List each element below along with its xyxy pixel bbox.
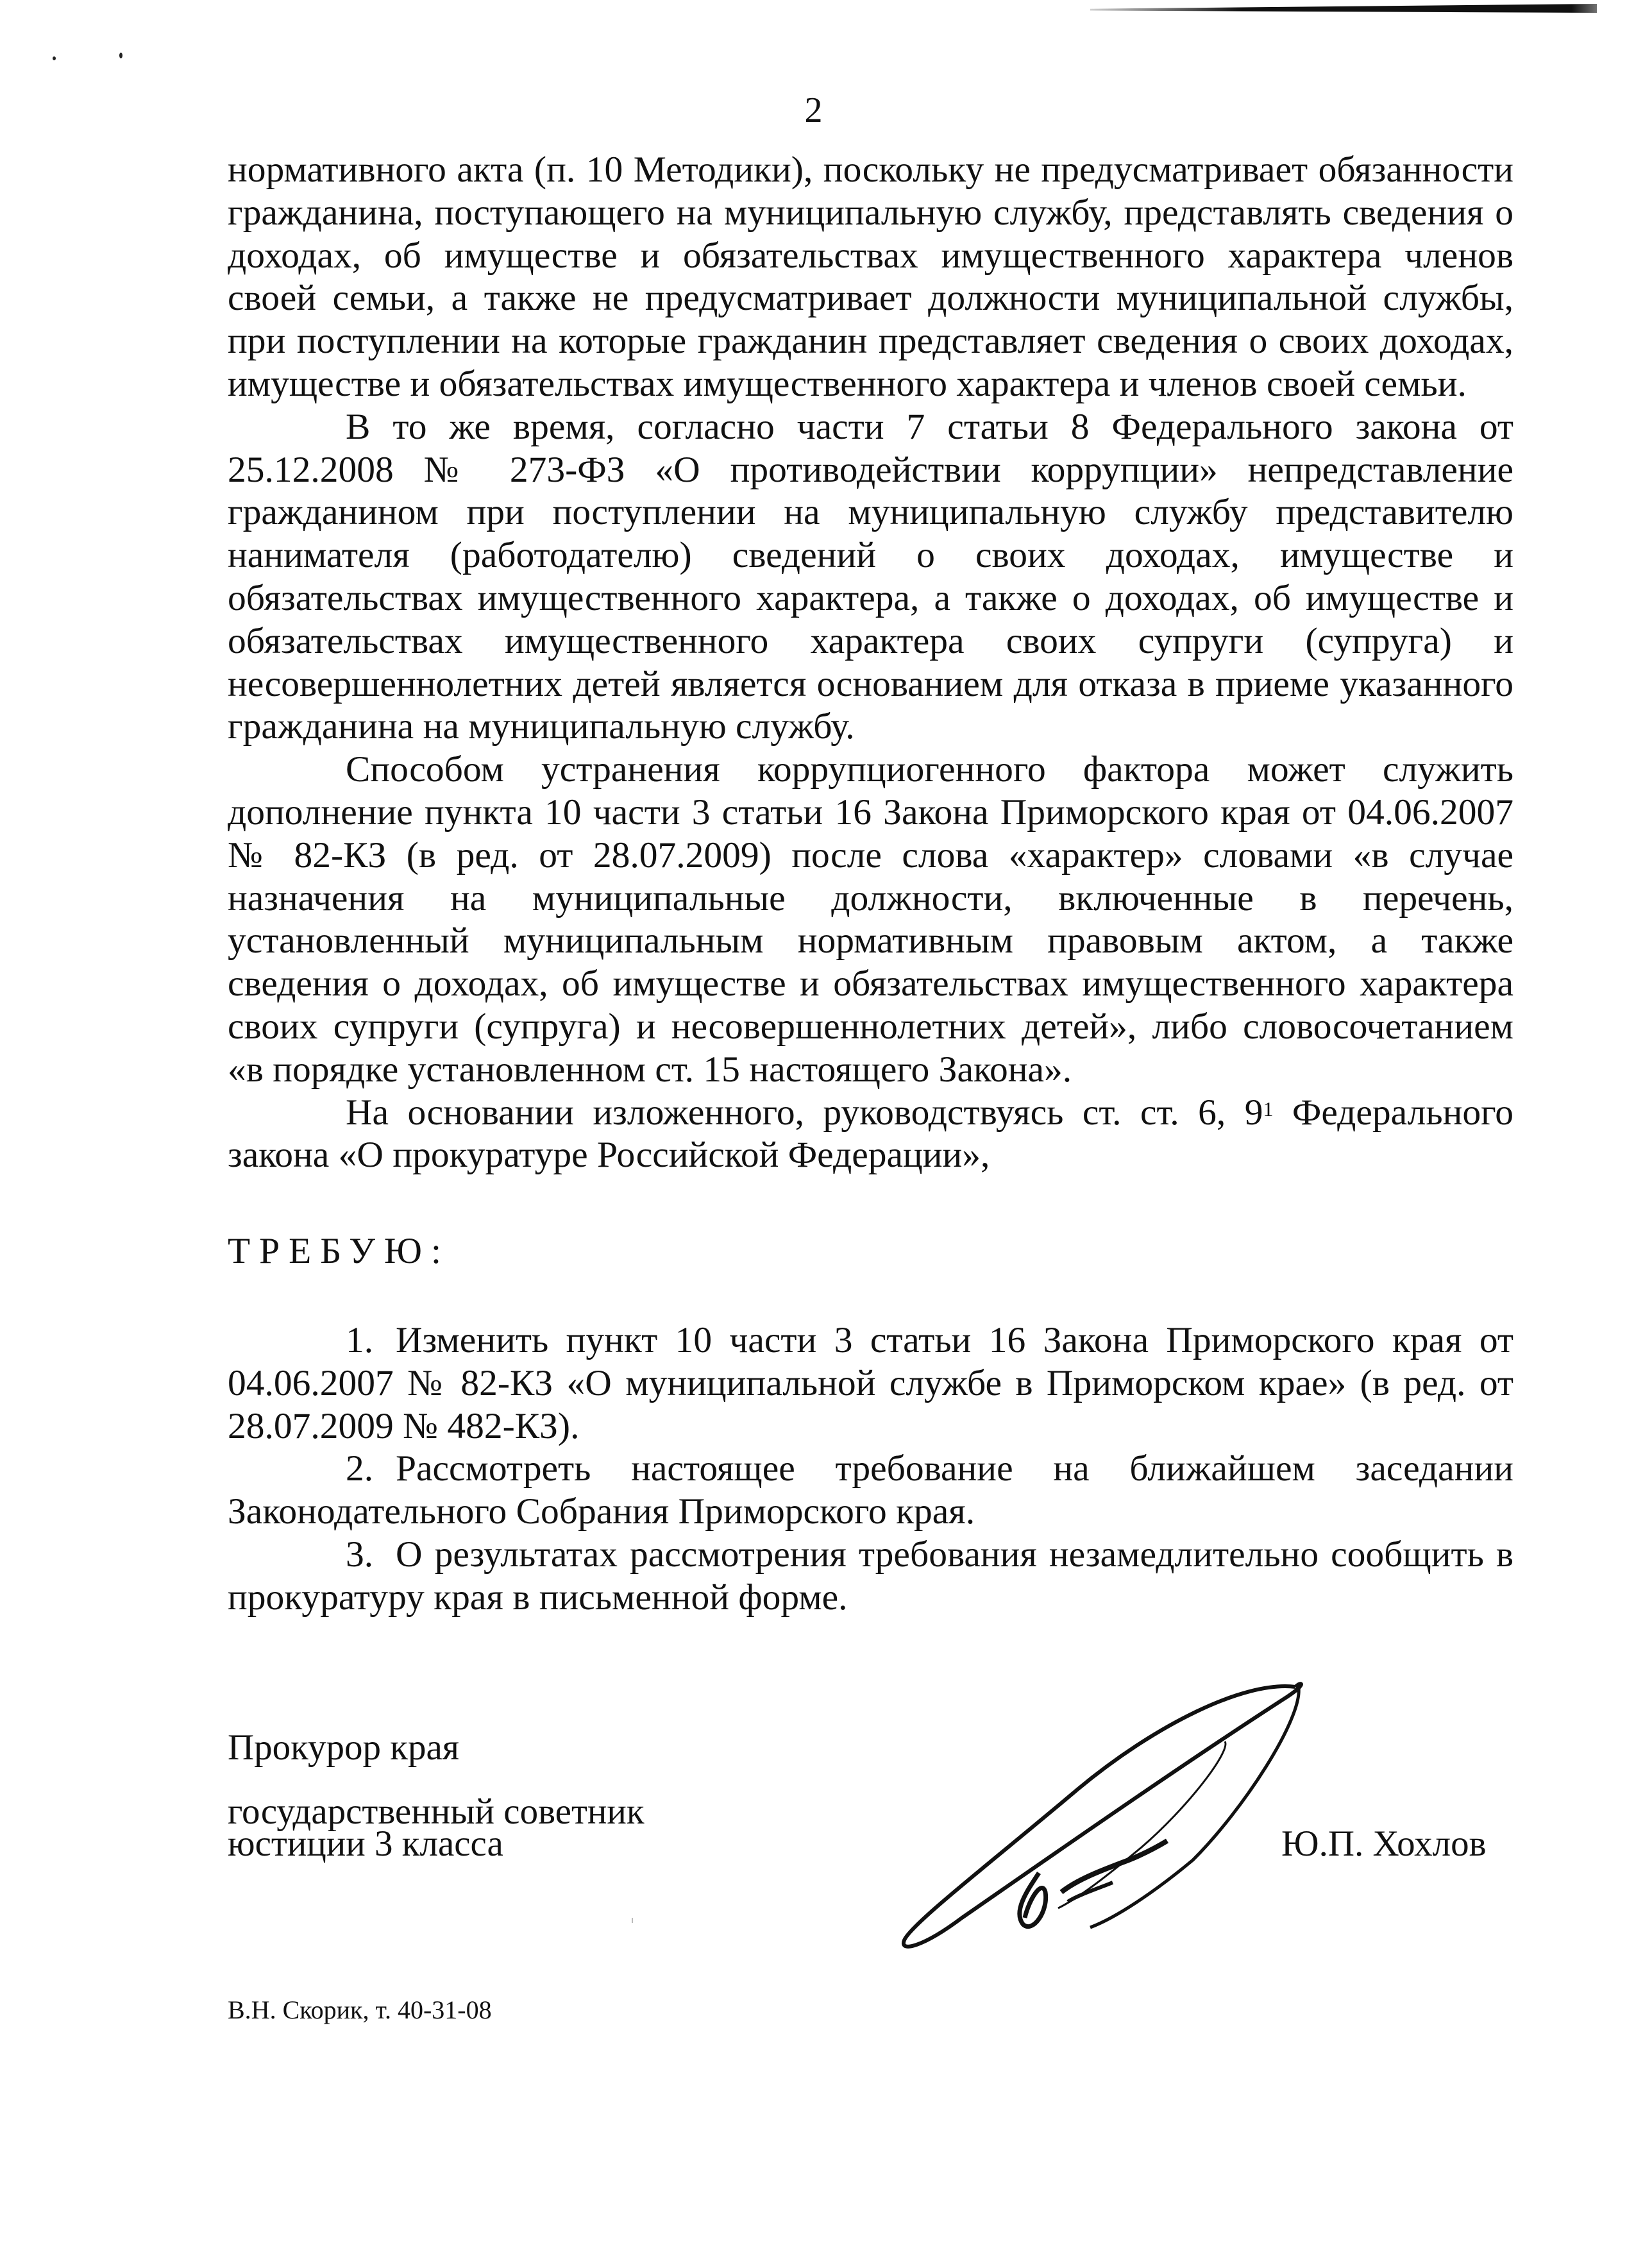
basis-paragraph [228, 1092, 1513, 1178]
signatory-name: Ю.П. Хохлов [1281, 1824, 1487, 1864]
demand-item [228, 1534, 1513, 1620]
scan-mark [632, 1918, 633, 1923]
scan-speck [53, 56, 56, 60]
paragraph: В то же время, согласно части 7 статьи 8 Федерального закона от 25.12.2008 № 273-ФЗ «О противодействии коррупции» непредставление гражданином при поступлении на муниципальную службу представителю нанимателя (работодателю) сведений о своих доходах, имуществе и обязательствах имущественного характера, а также о доходах, об имуществе и обязательствах имущественного характера своих супруги (супруга) и несовершеннолетних детей является основанием для отказа в приеме указанного гражданина на муниципальную службу. [228, 406, 1513, 747]
demand-number: 2. [346, 1448, 374, 1489]
demand-text: Изменить пункт 10 части 3 статьи 16 Закона Приморского края от 04.06.2007 № 82-КЗ «О муниципальной службе в Приморском крае» (в ред. от 28.07.2009 № 482-КЗ). [228, 1319, 1513, 1446]
demand-text: Рассмотреть настоящее требование на ближайшем заседании Законодательного Собрания Приморского края. [228, 1448, 1513, 1532]
rank-line: государственный советник [228, 1791, 645, 1832]
signatory-rank [228, 1791, 645, 1864]
page-number: 2 [804, 90, 823, 130]
rank-line: юстиции 3 класса [228, 1824, 503, 1864]
executor-contact: В.Н. Скорик, т. 40-31-08 [228, 1995, 492, 2024]
demand-heading: ТРЕБУЮ: [228, 1231, 451, 1272]
scan-speck [119, 53, 122, 58]
paragraph: нормативного акта (п. 10 Методики), поскольку не предусматривает обязанности гражданина, поступающего на муниципальную службу, представлять сведения о доходах, об имуществе и обязательствах имущественного характера членов своей семьи, а также не предусматривает должности муниципальной службы, при поступлении на которые гражданин представляет сведения о своих доходах, имуществе и обязательствах имущественного характера и членов своей семьи. [228, 149, 1513, 404]
demand-text: О результатах рассмотрения требования незамедлительно сообщить в прокуратуру края в письменной форме. [228, 1534, 1513, 1618]
document-body [228, 149, 1513, 1620]
scan-artifact-stroke [1090, 4, 1597, 13]
demand-number: 3. [346, 1534, 374, 1575]
demand-number: 1. [346, 1319, 374, 1360]
paragraph: Способом устранения коррупциогенного фактора может служить дополнение пункта 10 части 3 статьи 16 Закона Приморского края от 04.06.2007 № 82-КЗ (в ред. от 28.07.2009) после слова «характер» словами «в случае назначения на муниципальные должности, включенные в перечень, установленный муниципальным нормативным правовым актом, а также сведения о доходах, об имуществе и обязательствах имущественного характера своих супруги (супруга) и несовершеннолетних детей», либо словосочетанием «в порядке установленном ст. 15 настоящего Закона». [228, 749, 1513, 1090]
superscript: 1 [1263, 1097, 1274, 1121]
demand-item [228, 1319, 1513, 1448]
basis-text: На основании изложенного, руководствуясь ст. ст. 6, 9 [346, 1092, 1263, 1133]
demand-item [228, 1448, 1513, 1534]
signatory-position: Прокурор края [228, 1727, 460, 1768]
handwritten-signature [885, 1680, 1334, 1956]
basis-text: Федерального закона «О прокуратуре Российской Федерации», [228, 1092, 1513, 1176]
